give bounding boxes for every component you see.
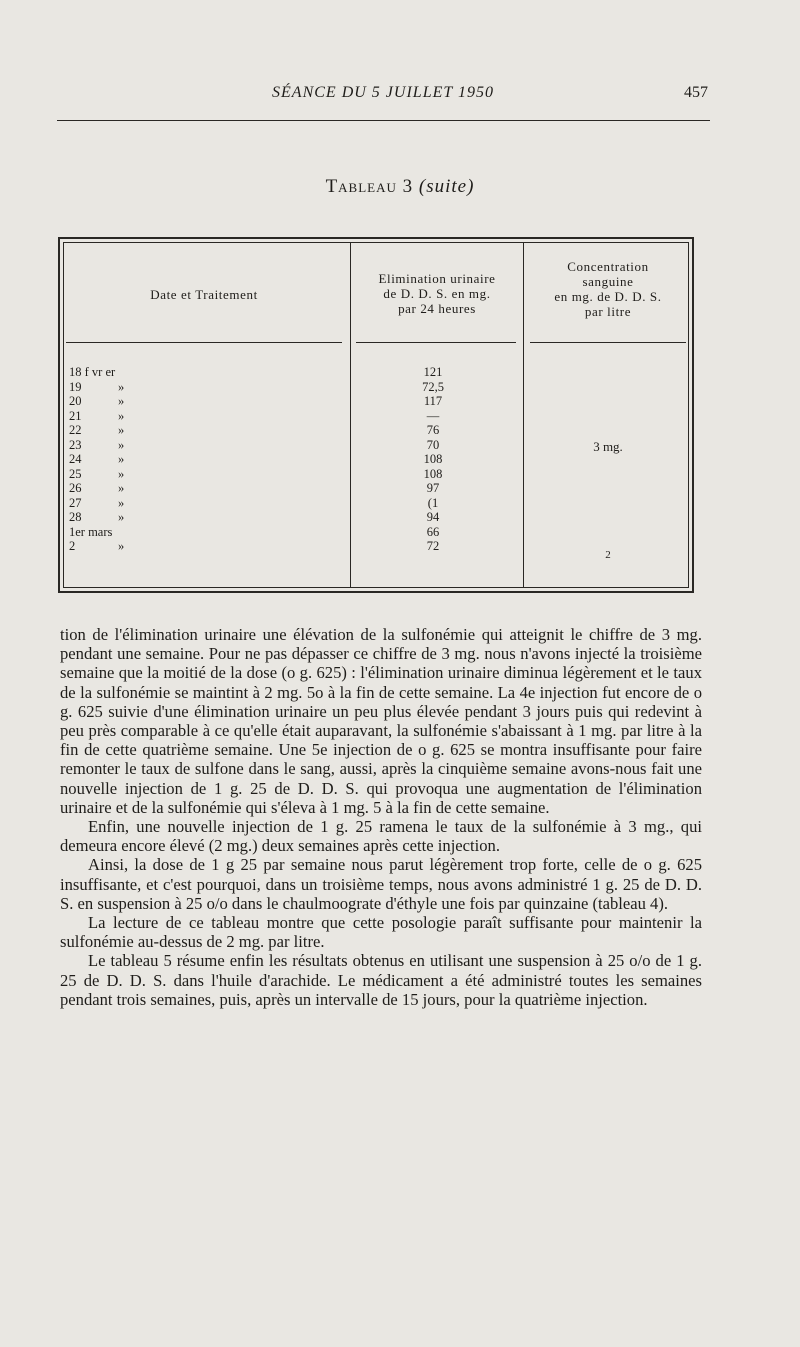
concentration-cell: 3 mg. (593, 439, 623, 454)
date-cell: 28 (69, 510, 82, 524)
elimination-cell: 72 (426, 539, 440, 553)
ditto-mark: » (118, 394, 125, 408)
header-underline (66, 342, 342, 343)
table-row (58, 496, 694, 511)
elimination-cell: 117 (423, 394, 443, 408)
table-row (58, 510, 694, 525)
column-header-line: sanguine (582, 274, 634, 289)
date-cell: 2 (69, 539, 76, 553)
ditto-mark: » (118, 481, 125, 495)
page-number: 457 (684, 84, 708, 101)
table-row (58, 525, 694, 540)
table-row (58, 394, 694, 409)
column-header-concentration (528, 259, 688, 319)
column-header-date: Date et Traitement (150, 287, 258, 302)
elimination-cell: 108 (423, 452, 443, 466)
column-header-line: par litre (584, 304, 632, 319)
ditto-mark: » (118, 408, 125, 423)
elimination-cell: 66 (426, 524, 440, 539)
ditto-mark: » (118, 437, 125, 452)
table-row (58, 365, 694, 380)
paragraph: La lecture de ce tableau montre que cette posologie paraît suffisante pour maintenir la sulfonémie au-dessus de 2 mg. par litre. (60, 913, 702, 952)
header-rule (57, 120, 710, 121)
column-header-line: en mg. de D. D. S. (554, 289, 662, 304)
elimination-cell: (1 (427, 495, 439, 510)
page-header (58, 82, 708, 108)
elimination-cell: 76 (426, 423, 440, 437)
elimination-cell: 72,5 (422, 379, 444, 394)
date-cell: 26 (69, 481, 82, 495)
concentration-cell: 2 (605, 549, 611, 561)
data-table (58, 237, 694, 593)
ditto-mark: » (118, 510, 125, 524)
header-underline (356, 342, 516, 343)
column-header-line: de D. D. S. en mg. (383, 286, 491, 301)
ditto-mark: » (118, 452, 125, 466)
elimination-cell: 121 (423, 365, 443, 379)
table-title-suffix: (suite) (418, 176, 475, 197)
ditto-mark: » (118, 495, 125, 510)
elimination-cell: — (426, 408, 440, 423)
column-header-line: Elimination urinaire (378, 271, 496, 286)
ditto-mark: » (118, 423, 125, 437)
column-header-line: Concentration (567, 259, 649, 274)
table-row (58, 409, 694, 424)
elimination-cell: 94 (426, 510, 440, 524)
paragraph: Enfin, une nouvelle injection de 1 g. 25 ramena le taux de la sulfonémie à 3 mg., qui demeura encore élevé (2 mg.) deux semaines après cette injection. (60, 817, 702, 856)
elimination-cell: 97 (426, 481, 440, 495)
running-head: SÉANCE DU 5 JUILLET 1950 (272, 84, 494, 101)
table-row (58, 423, 694, 438)
date-cell: 24 (69, 452, 82, 466)
date-cell: 18 f vr er (69, 365, 116, 379)
elimination-cell: 108 (423, 466, 443, 481)
table-title (0, 176, 800, 198)
date-cell: 1er mars (69, 524, 113, 539)
table-row (58, 481, 694, 496)
ditto-mark: » (118, 539, 125, 553)
date-cell: 25 (69, 466, 82, 481)
date-cell: 23 (69, 437, 82, 452)
ditto-mark: » (118, 466, 125, 481)
table-title-label: Tableau (325, 176, 397, 197)
elimination-cell: 70 (426, 437, 440, 452)
column-header-elimination (353, 271, 521, 316)
table-body (58, 365, 694, 554)
date-cell: 22 (69, 423, 82, 437)
paragraph: Ainsi, la dose de 1 g 25 par semaine nous parut légèrement trop forte, celle de o g. 625 insuffisante, et c'est pourquoi, dans un troisième temps, nous avons administré 1 g. 25 de D. D. S. en suspension à 25 o/o dans le chaulmoograte d'éthyle une fois par quinzaine (tableau 4). (60, 855, 702, 913)
paragraph: tion de l'élimination urinaire une élévation de la sulfonémie qui atteignit le chiffre de 3 mg. pendant une semaine. Pour ne pas dépasser ce chiffre de 3 mg. nous n'avons injecté la troisième semaine que la moitié de la dose (o g. 625) : l'élimination urinaire diminua légèrement et le taux de la sulfonémie se maintint à 2 mg. 5o à la fin de cette semaine. La 4e injection fut encore de o g. 625 suivie d'une élimination urinaire un peu plus élevée pendant 3 jours puis qui redevint à peu près comparable à ce qu'elle était auparavant, la sulfonémie s'abaissant à 1 mg. par litre à la fin de cette quatrième semaine. Une 5e injection de o g. 625 se montra insuffisante pour faire remonter le taux de sulfone dans le sang, aussi, après la cinquième semaine avons-nous fait une nouvelle injection de 1 g. 25 de D. D. S. qui provoqua une augmentation de l'élimination urinaire et de la sulfonémie qui s'éleva à 1 mg. 5 à la fin de cette semaine. (60, 625, 702, 817)
table-row (58, 380, 694, 395)
ditto-mark: » (118, 379, 125, 394)
date-cell: 21 (69, 408, 82, 423)
column-header-line: par 24 heures (398, 301, 476, 316)
table-row (58, 467, 694, 482)
paragraph: Le tableau 5 résume enfin les résultats obtenus en utilisant une suspension à 25 o/o de 1 g. 25 de D. D. S. dans l'huile d'arachide. Le médicament a été administré toutes les semaines pendant trois semaines, puis, après un intervalle de 15 jours, pour la quatrième injection. (60, 951, 702, 1009)
body-text (60, 625, 702, 1009)
table-title-number: 3 (402, 176, 414, 197)
date-cell: 27 (69, 495, 82, 510)
date-cell: 20 (69, 394, 82, 408)
header-underline (530, 342, 686, 343)
date-cell: 19 (69, 379, 82, 394)
